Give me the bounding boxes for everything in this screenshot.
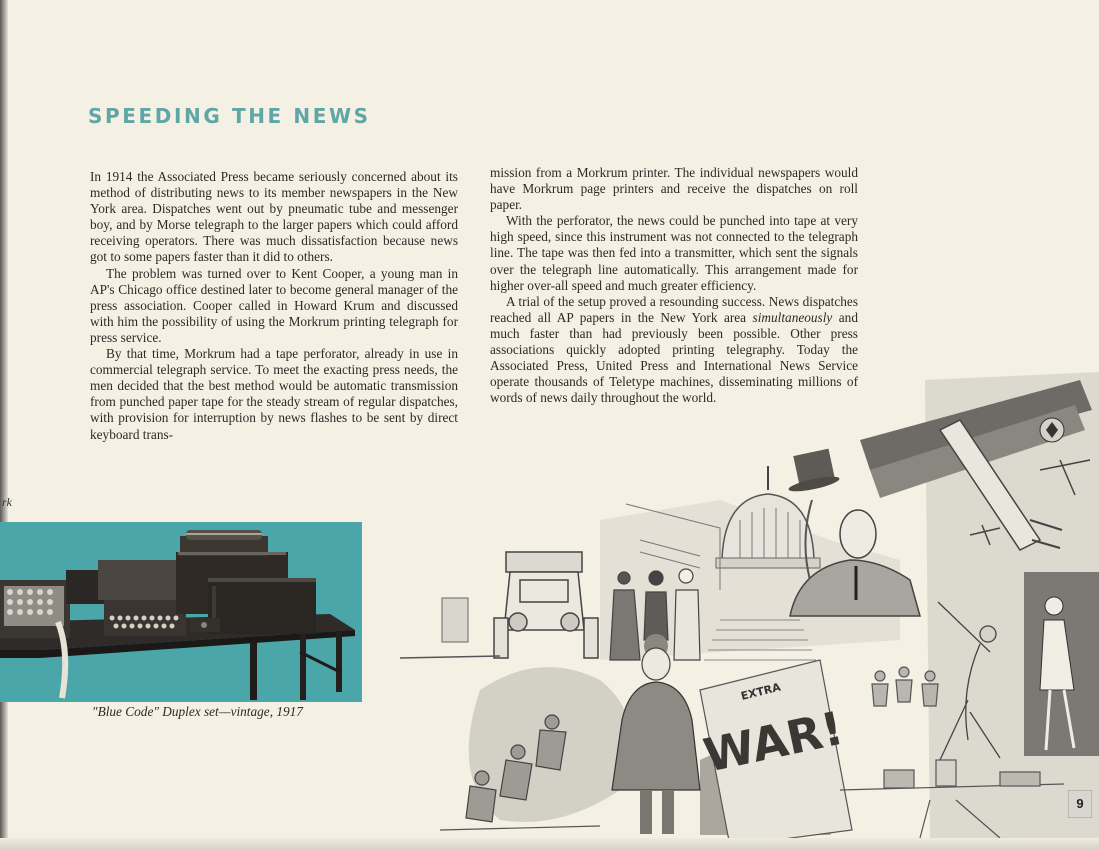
paragraph: In 1914 the Associated Press became seriously concerned about its method of distributing news to its member newspapers in the New York area. Dispatches went out by pneumatic tube and messenger boy, and by Morse telegraph to the larger papers which could afford receiving operators. There was much dissatisfaction because news got to some papers faster than it did to others. — [90, 169, 458, 265]
emphasized-word: simultaneously — [752, 309, 833, 325]
flapper-dancer-icon — [1024, 572, 1099, 756]
page-number: 9 — [1068, 790, 1092, 818]
photo-caption: "Blue Code" Duplex set—vintage, 1917 — [92, 704, 303, 719]
newspaper-headline: WAR! — [699, 700, 848, 783]
paragraph: With the perforator, the news could be punched into tape at very high speed, since this instrument was not connected to the telegraph line. The tape was then fed into a transmitter, which sent the signals over the telegraph line automatically. This arrangement made for higher over-all speed and much greater efficiency. — [490, 213, 858, 293]
paragraph-text: and much faster than had previously been possible. Other press associations quickly adopted printing telegraphy. Today the Associated Press, United Press and International News Service operate thousands of Teletype machines, disseminating millions of words of news daily throughout the world. — [490, 309, 858, 406]
page-title: SPEEDING THE NEWS — [88, 104, 371, 128]
page-bottom-edge — [0, 838, 1099, 850]
soldier-figure-icon — [612, 634, 700, 834]
paragraph: The problem was turned over to Kent Cooper, a young man in AP's Chicago office destined later to become general manager of the press association. Cooper called in Howard Krum and discussed with him the possibility of using the Morkrum printing telegraph for press service. — [90, 265, 458, 345]
paragraph: mission from a Morkrum printer. The individual newspapers would have Morkrum page printers and receive the dispatches on roll paper. — [490, 165, 858, 213]
previous-page-fragment: rk — [2, 495, 12, 509]
newspaper-masthead: EXTRA — [739, 680, 783, 703]
vintage-car-icon — [494, 552, 598, 658]
boxers-icon — [872, 667, 938, 706]
paragraph: By that time, Morkrum had a tape perforator, already in use in commercial telegraph service. To meet the exacting press needs, the men decided that the best method would be automatic transmission from punched paper tape for the steady stream of regular dispatches, with provision for interruption by news flashes to be sent by direct keyboard trans- — [90, 346, 458, 442]
paragraph-text: A trial of the setup proved a resounding success. News dispatches reached all AP papers in the New York area — [490, 293, 858, 325]
